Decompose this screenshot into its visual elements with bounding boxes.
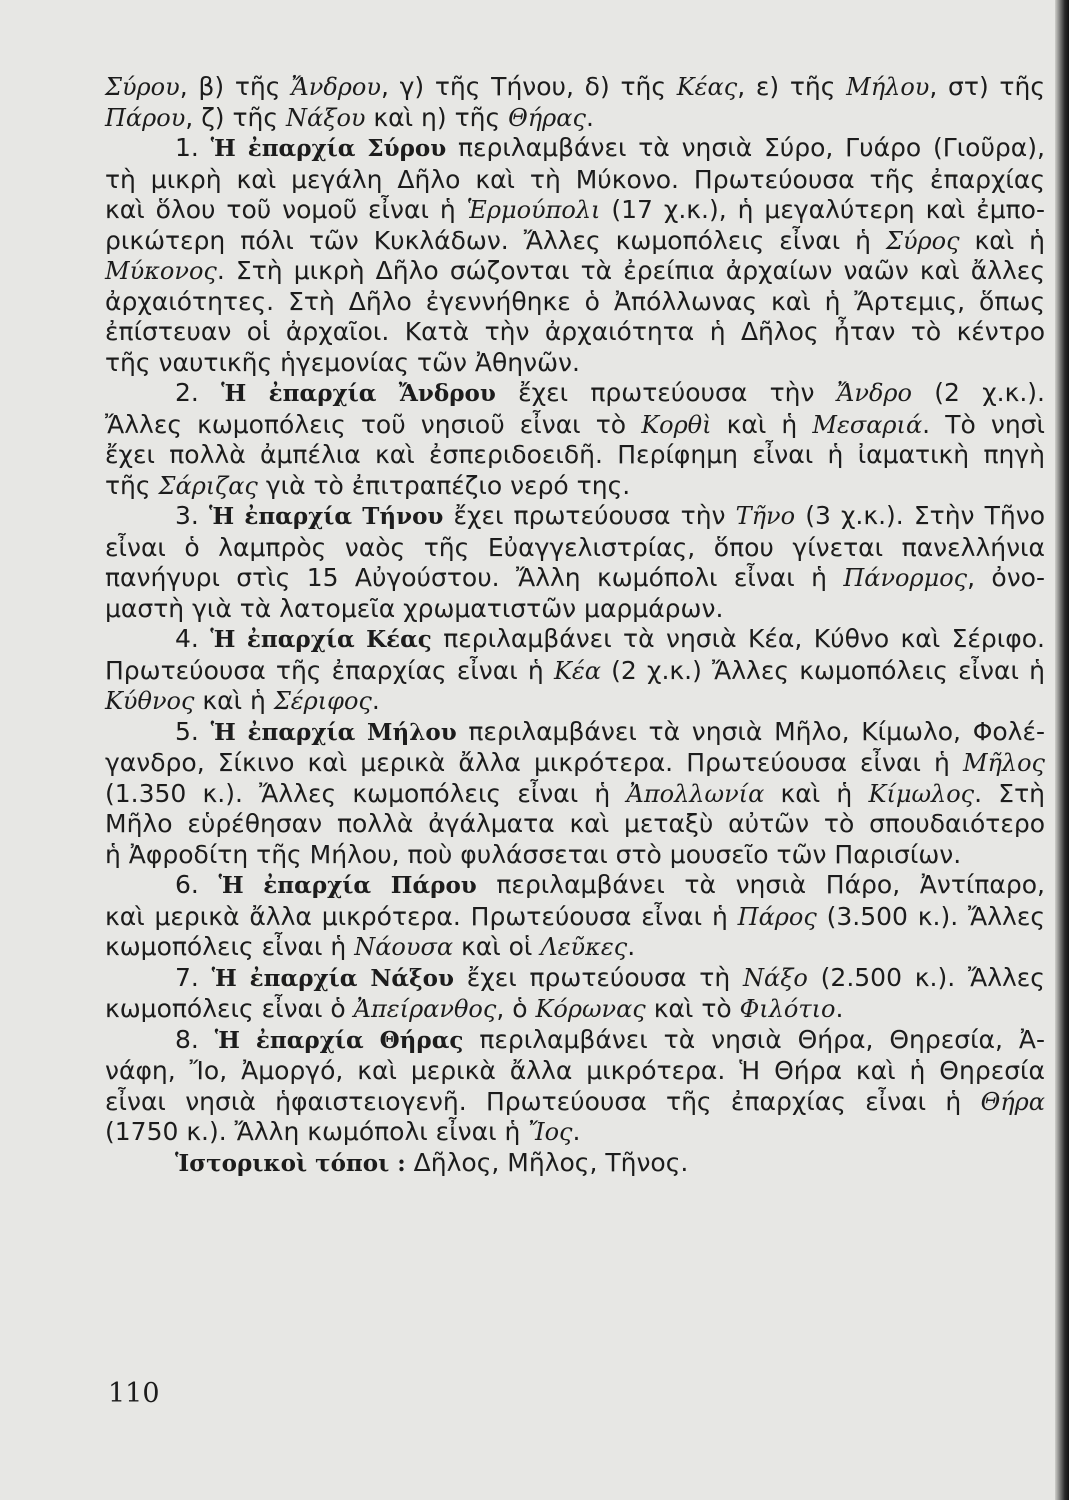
- text: (2 χ.κ.).: [911, 378, 1045, 407]
- text: Δῆλος, Μῆλος, Τῆνος.: [405, 1147, 689, 1177]
- italic-text: Νάουσα: [354, 933, 454, 961]
- italic-text: Ἴος: [528, 1118, 573, 1146]
- text: τῆς: [105, 470, 159, 500]
- italic-text: Μύκονος: [105, 257, 217, 285]
- text: καὶ ἡ: [194, 686, 274, 715]
- text: .: [371, 686, 380, 715]
- text-line: τὴ μικρὴ καὶ μεγάλη Δῆλο καὶ τὴ Μύκονο. Πρωτεύουσα τῆς ἐπαρχίας: [105, 164, 1045, 194]
- section-heading: Ἡ ἐπαρχία Νάξου: [211, 964, 454, 992]
- text-line: ἔχει πολλὰ ἀμπέλια καὶ ἐσπεριδοειδῆ. Περίφημη εἶναι ἡ ἰαματικὴ πηγὴ: [105, 440, 1045, 469]
- text: (3.500 κ.). Ἄλλες: [816, 901, 1046, 931]
- italic-text: Σύρου: [105, 73, 180, 101]
- italic-text: Ἀπολλωνία: [626, 779, 765, 808]
- italic-text: Κέας: [676, 73, 738, 101]
- section-number: 6.: [175, 870, 219, 899]
- text-line: ἡ Ἀφροδίτη τῆς Μήλου, ποὺ φυλάσσεται στὸ μουσεῖο τῶν Παρισίων.: [105, 839, 962, 869]
- text: καὶ ἡ: [959, 225, 1045, 255]
- text-line: μαστὴ γιὰ τὰ λατομεῖα χρωματιστῶν μαρμάρων.: [105, 593, 724, 623]
- section-tinos: [105, 501, 1045, 624]
- text: . Στὴ μικρὴ Δῆλο σώζονται τὰ ἐρείπια ἀρχαίων ναῶν καὶ ἄλλες: [216, 256, 1045, 285]
- section-heading: Ἡ ἐπαρχία Σύρου: [210, 135, 447, 162]
- text-line: [105, 195, 1045, 226]
- italic-text: Κέα: [553, 656, 601, 685]
- italic-text: Θήρας: [508, 103, 586, 132]
- text: καὶ ὅλου τοῦ νομοῦ εἶναι ἡ: [105, 195, 467, 224]
- text-line: [105, 72, 1045, 103]
- page-number: 110: [108, 1378, 160, 1409]
- section-number: 3.: [175, 501, 209, 530]
- text-line: ἐπίστευαν οἱ ἀρχαῖοι. Κατὰ τὴν ἀρχαιότητα ἡ Δῆλος ἦταν τὸ κέντρο: [105, 317, 1045, 346]
- italic-text: Θήρα: [980, 1087, 1045, 1116]
- text: καὶ οἱ: [453, 932, 541, 961]
- text-line: [105, 779, 1045, 810]
- text: (17 χ.κ.), ἡ μεγαλύτερη καὶ ἐμπο-: [600, 195, 1045, 224]
- italic-text: Πάνορμος: [843, 564, 968, 592]
- section-heading: Ἡ ἐπαρχία Θήρας: [214, 1026, 464, 1054]
- italic-text: Πάρος: [737, 902, 817, 931]
- text: , ὀνο-: [967, 563, 1045, 592]
- text-line: [105, 686, 1045, 717]
- section-number: 4.: [175, 624, 211, 653]
- italic-text: Μῆλος: [962, 749, 1045, 777]
- section-number: 8.: [175, 1024, 215, 1054]
- text-line: [105, 1117, 1045, 1148]
- text: περιλαμβάνει τὰ νησιὰ Σύρο, Γυάρο (Γιοῦρα),: [446, 133, 1045, 162]
- text-line: νάφη, Ἴο, Ἀμοργό, καὶ μερικὰ ἄλλα μικρότερα. Ἡ Θήρα καὶ ἡ Θηρεσία: [105, 1056, 1045, 1085]
- text: .: [572, 1117, 581, 1146]
- text-line: [105, 501, 1045, 533]
- section-paros: [105, 870, 1045, 963]
- section-number: 2.: [175, 378, 222, 407]
- text: περιλαμβάνει τὰ νησιὰ Θήρα, Θηρεσία, Ἀ-: [463, 1024, 1045, 1054]
- text-line: [105, 563, 1045, 594]
- italic-text: Νάξου: [286, 103, 366, 132]
- page-edge-shadow: [1055, 0, 1069, 1500]
- text-line: [105, 133, 1045, 165]
- text: καὶ τὸ: [645, 994, 740, 1023]
- text-line: [105, 226, 1045, 257]
- text: (2.500 κ.). Ἄλλες: [807, 962, 1045, 992]
- italic-text: Πάρου: [105, 103, 186, 132]
- section-heading: Ἡ ἐπαρχία Τήνου: [208, 503, 444, 530]
- text-line: [105, 1025, 1045, 1057]
- text-line: τῆς ναυτικῆς ἡγεμονίας τῶν Ἀθηνῶν.: [105, 347, 580, 377]
- text: . Τὸ νησὶ: [922, 409, 1045, 439]
- text: καὶ η) τῆς: [365, 102, 509, 132]
- text: καὶ μερικὰ ἄλλα μικρότερα. Πρωτεύουσα εἶναι ἡ: [105, 901, 738, 931]
- text-line: [105, 902, 1045, 933]
- text-line: [105, 656, 1045, 687]
- text-line: ἀρχαιότητες. Στὴ Δῆλο ἐγεννήθηκε ὁ Ἀπόλλωνας καὶ ἡ Ἄρτεμις, ὅπως: [105, 286, 1045, 316]
- italic-text: Νάξο: [742, 963, 808, 992]
- text: γιὰ τὸ ἐπιτραπέζιο νερό της.: [257, 470, 631, 500]
- text: , ὁ: [496, 994, 536, 1023]
- text: . Στὴ: [974, 778, 1046, 808]
- text: Πρωτεύουσα τῆς ἐπαρχίας εἶναι ἡ: [105, 655, 554, 685]
- section-number: 5.: [175, 716, 211, 746]
- section-milos: [105, 717, 1045, 871]
- text-line: [105, 256, 1045, 287]
- text-line: [105, 994, 1045, 1025]
- text: περιλαμβάνει τὰ νησιὰ Κέα, Κύθνο καὶ Σέριφο.: [431, 624, 1045, 653]
- italic-text: Ἑρμούπολι: [466, 196, 601, 224]
- historic-places-heading: Ἱστορικοὶ τόποι :: [175, 1149, 406, 1177]
- text-line: [105, 748, 1045, 779]
- text: , ζ) τῆς: [185, 102, 287, 132]
- italic-text: Κίμωλος: [868, 779, 975, 808]
- section-heading: Ἡ ἐπαρχία Μήλου: [210, 718, 457, 746]
- book-page-text: [105, 72, 1045, 1179]
- text-line: [105, 717, 1045, 749]
- section-andros: [105, 378, 1045, 501]
- section-naxos: [105, 963, 1045, 1025]
- text: , γ) τῆς Τήνου, δ) τῆς: [380, 72, 677, 101]
- text: γανδρο, Σίκινο καὶ μερικὰ ἄλλα μικρότερα. Πρωτεύουσα εἶναι ἡ: [105, 748, 963, 777]
- text-line: [105, 471, 1045, 502]
- italic-text: Μεσαριά: [812, 410, 923, 439]
- italic-text: Τῆνο: [735, 502, 796, 530]
- historic-places-line: [105, 1148, 1045, 1180]
- section-heading: Ἡ ἐπαρχία Κέας: [210, 626, 432, 653]
- text: κωμοπόλεις εἶναι ὁ: [105, 994, 354, 1023]
- text: .: [585, 102, 594, 132]
- text: , ε) τῆς: [737, 72, 847, 101]
- italic-text: Κόρωνας: [535, 995, 646, 1023]
- text: περιλαμβάνει τὰ νησιὰ Πάρο, Ἀντίπαρο,: [476, 870, 1045, 899]
- section-heading: Ἡ ἐπαρχία Πάρου: [218, 872, 477, 899]
- text: .: [835, 994, 844, 1023]
- section-kea: [105, 624, 1045, 717]
- italic-text: Φιλότιο: [739, 995, 836, 1023]
- section-heading: Ἡ ἐπαρχία Ἄνδρου: [221, 380, 496, 407]
- italic-text: Σάριζας: [158, 471, 258, 500]
- italic-text: Κύθνος: [105, 687, 195, 715]
- text-line: εἶναι ὁ λαμπρὸς ναὸς τῆς Εὐαγγελιστρίας, ὅπου γίνεται πανελλήνια: [105, 532, 1045, 562]
- text: (2 χ.κ.) Ἄλλες κωμοπόλεις εἶναι ἡ: [600, 655, 1045, 685]
- italic-text: Ἀπείρανθος: [353, 995, 497, 1023]
- section-thira: [105, 1025, 1045, 1148]
- text: , β) τῆς: [179, 72, 292, 101]
- text-line: [105, 103, 1045, 134]
- text: περιλαμβάνει τὰ νησιὰ Μῆλο, Κίμωλο, Φολέ-: [456, 716, 1045, 746]
- text: πανήγυρι στὶς 15 Αὐγούστου. Ἄλλη κωμόπολι εἶναι ἡ: [105, 563, 844, 592]
- text: εἶναι νησιὰ ἡφαιστειογενῆ. Πρωτεύουσα τῆς ἐπαρχίας εἶναι ἡ: [105, 1086, 981, 1116]
- italic-text: Λεῦκες: [540, 933, 628, 961]
- section-number: 7.: [175, 962, 212, 992]
- italic-text: Ἄνδρου: [291, 73, 381, 101]
- italic-text: Σύρος: [885, 226, 960, 255]
- section-number: 1.: [175, 133, 211, 162]
- text-line: Μῆλο εὑρέθησαν πολλὰ ἀγάλματα καὶ μεταξὺ αὐτῶν τὸ σπουδαιότερο: [105, 809, 1045, 838]
- italic-text: Σέριφος: [273, 687, 372, 715]
- text: (3 χ.κ.). Στὴν Τῆνο: [795, 501, 1046, 530]
- text: ἔχει πρωτεύουσα τὴν: [495, 378, 837, 407]
- text: (1.350 κ.). Ἄλλες κωμοπόλεις εἶναι ἡ: [105, 778, 627, 808]
- text-line: [105, 963, 1045, 995]
- text: .: [627, 932, 636, 961]
- italic-text: Ἄνδρο: [836, 379, 912, 407]
- text-line: [105, 378, 1045, 410]
- text-line: [105, 1087, 1045, 1118]
- italic-text: Κορθὶ: [641, 410, 712, 439]
- italic-text: Μήλου: [846, 73, 930, 101]
- text-line: [105, 932, 1045, 963]
- text-line: [105, 624, 1045, 656]
- text: καὶ ἡ: [764, 778, 869, 808]
- text: , στ) τῆς: [929, 72, 1045, 101]
- text: Ἄλλες κωμοπόλεις τοῦ νησιοῦ εἶναι τὸ: [105, 409, 642, 439]
- text: ρικώτερη πόλι τῶν Κυκλάδων. Ἄλλες κωμοπόλεις εἶναι ἡ: [105, 225, 886, 255]
- text: ἔχει πρωτεύουσα τὴ: [453, 962, 743, 992]
- text-line: [105, 870, 1045, 902]
- text: (1750 κ.). Ἄλλη κωμόπολι εἶναι ἡ: [105, 1117, 529, 1146]
- text: κωμοπόλεις εἶναι ἡ: [105, 932, 355, 961]
- text-line: [105, 410, 1045, 441]
- section-syros: [105, 133, 1045, 378]
- text: καὶ ἡ: [711, 409, 813, 439]
- text: ἔχει πρωτεύουσα τὴν: [443, 501, 736, 530]
